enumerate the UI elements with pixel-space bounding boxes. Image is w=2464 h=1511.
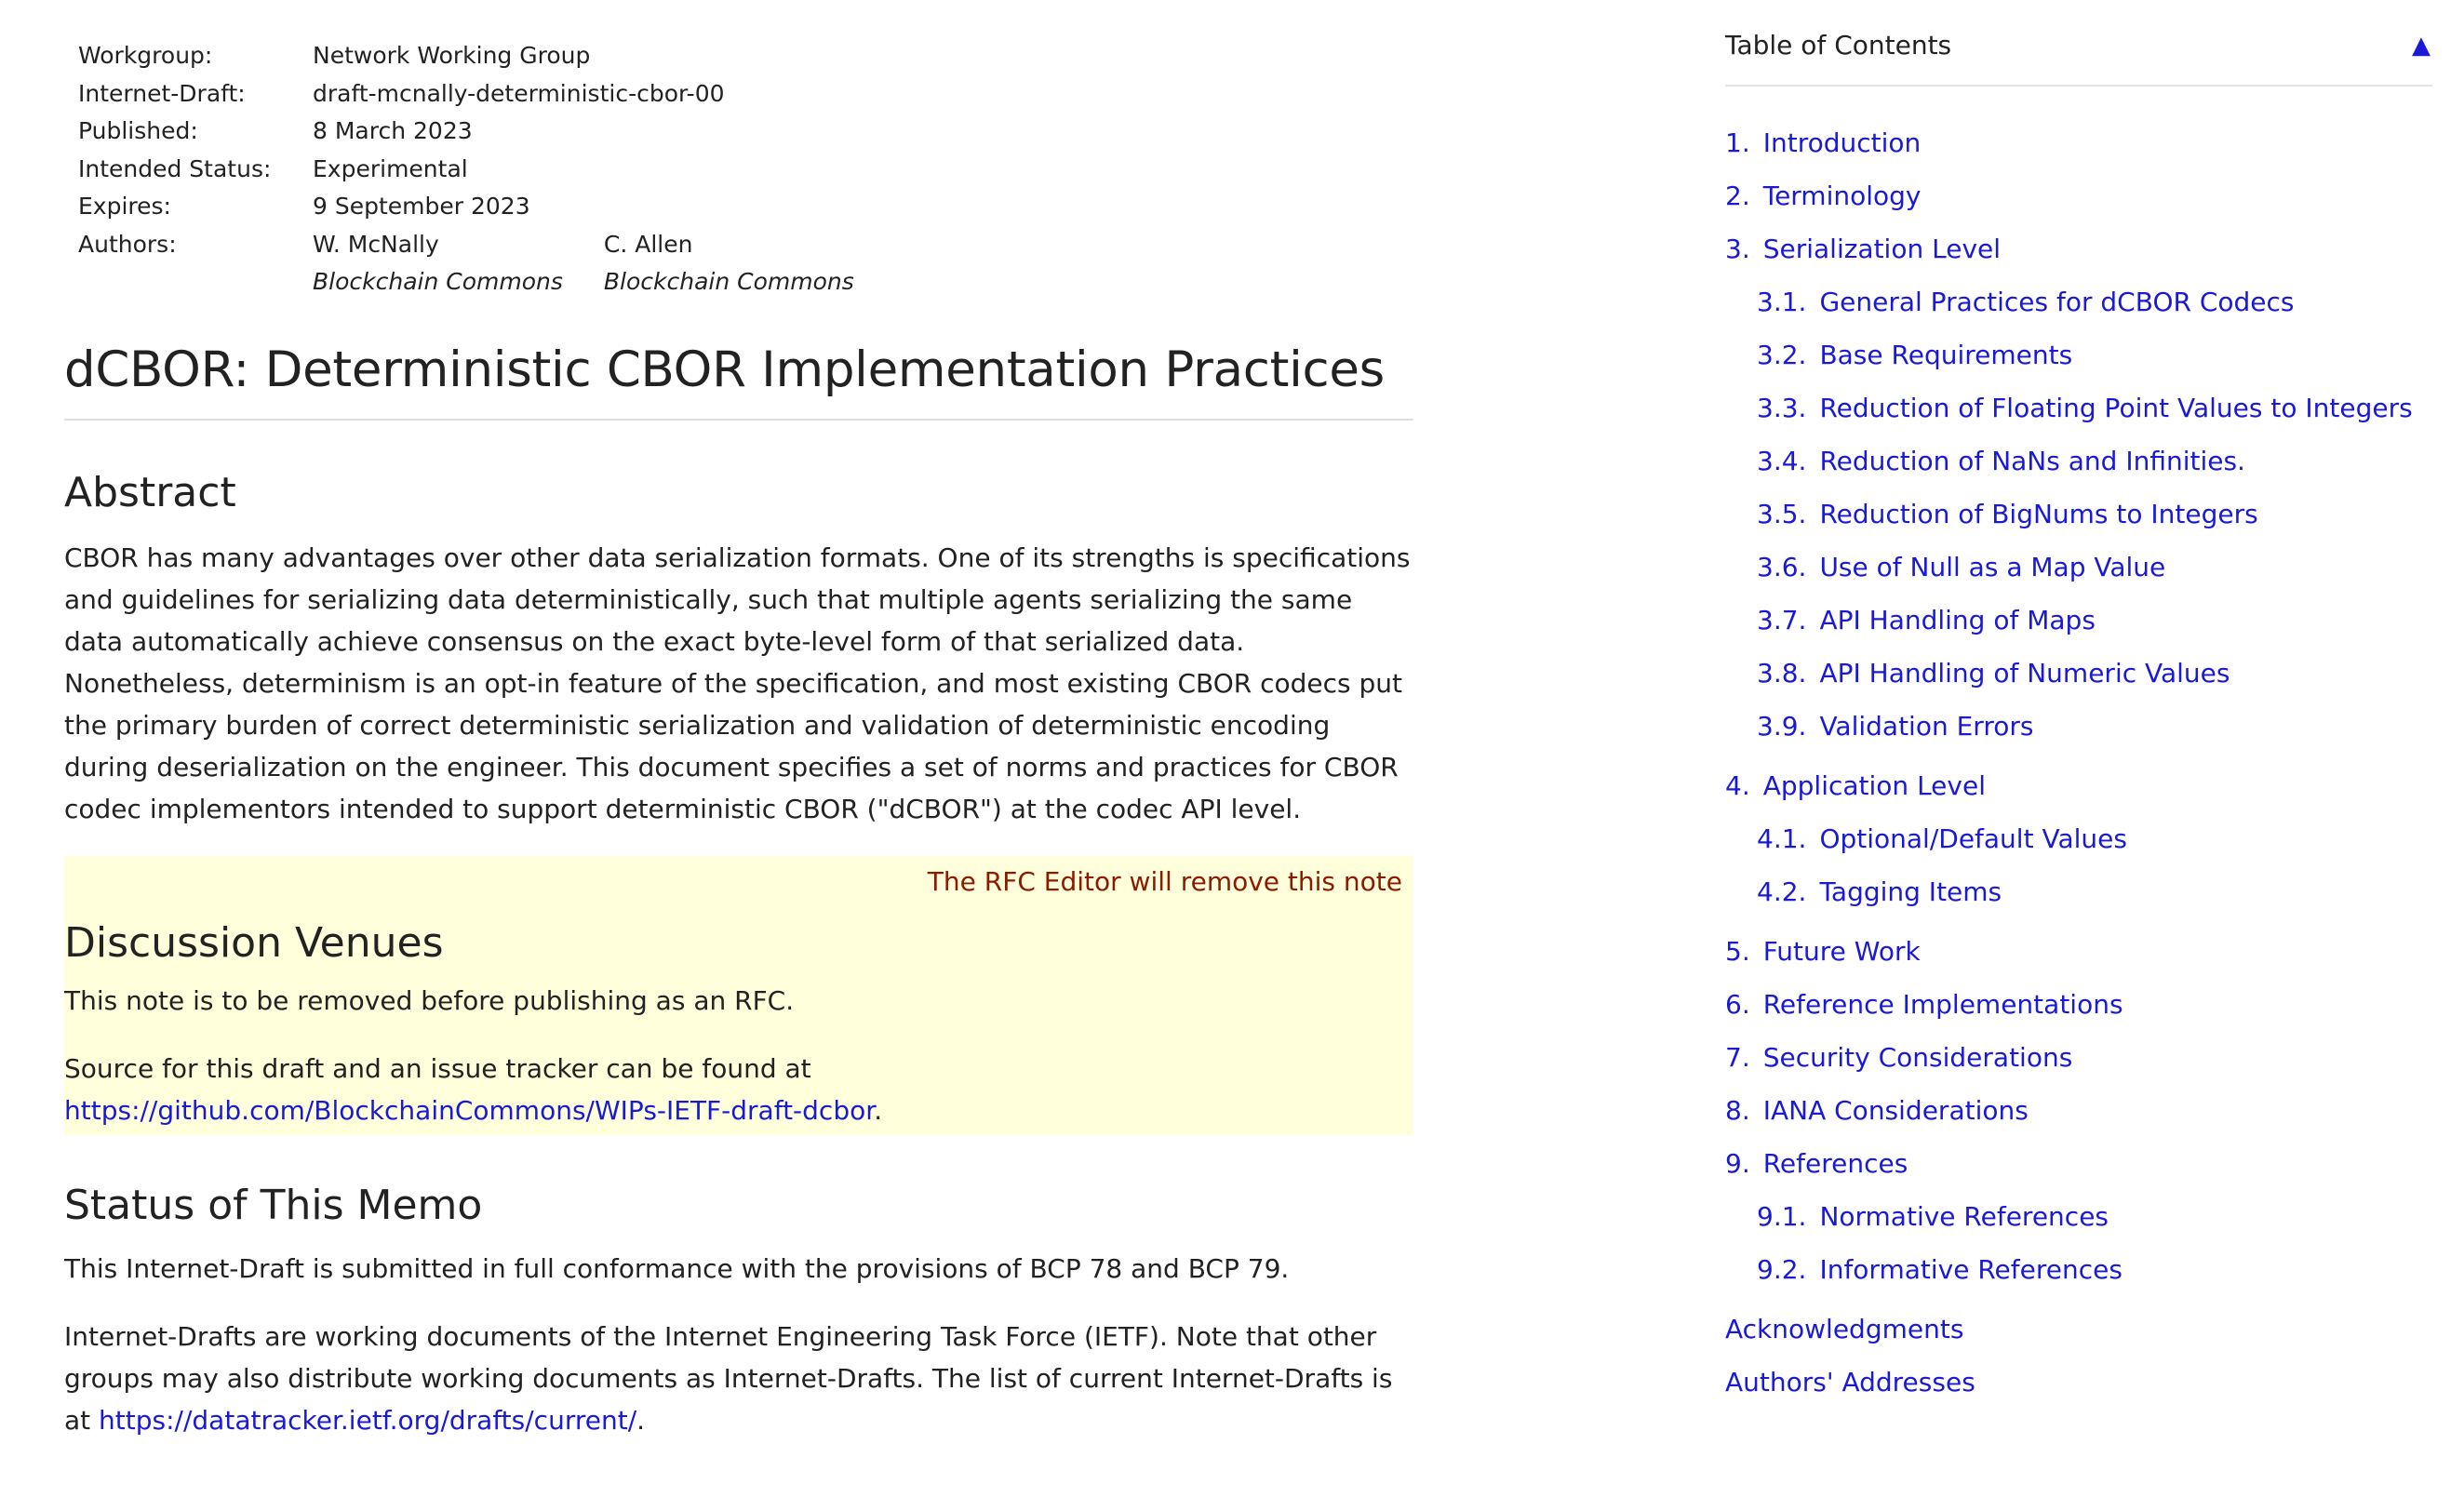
author [604, 226, 854, 301]
toc-item-number: 5. [1725, 936, 1750, 967]
toc-item-label: Use of Null as a Map Value [1819, 552, 2166, 582]
toc-item[interactable] [1725, 759, 2432, 812]
toc-item-label: API Handling of Numeric Values [1819, 658, 2230, 689]
toc-item-label: Tagging Items [1819, 876, 2002, 907]
toc-item-number: 4.1. [1757, 823, 1807, 854]
toc-item-number: 1. [1725, 127, 1750, 158]
toc-item[interactable] [1725, 275, 2432, 328]
toc-item[interactable] [1725, 865, 2432, 918]
toc-item-label: Validation Errors [1819, 711, 2034, 742]
note-source-text: Source for this draft and an issue tracker can be found at [64, 1052, 811, 1084]
toc-item[interactable] [1725, 1084, 2432, 1137]
toc-item-label: References [1762, 1148, 1908, 1179]
toc-item-label: Reference Implementations [1762, 989, 2123, 1020]
toc-item-label: Future Work [1762, 936, 1921, 967]
toc-item-number: 3.7. [1757, 605, 1807, 635]
toc-item[interactable] [1725, 541, 2432, 594]
toc-item-number: 4. [1725, 770, 1750, 801]
toc-item-number: 4.2. [1757, 876, 1807, 907]
draft-value: draft-mcnally-deterministic-cbor-00 [313, 79, 725, 107]
toc-item[interactable] [1725, 169, 2432, 222]
abstract-heading: Abstract [64, 468, 236, 516]
authors-label: Authors: [78, 230, 177, 258]
toc-item-number: 3.9. [1757, 711, 1807, 742]
toc-header [1725, 30, 2432, 87]
toc-item-number: 7. [1725, 1042, 1750, 1073]
toc-item[interactable] [1725, 435, 2432, 488]
toc-item-label: Reduction of NaNs and Infinities. [1819, 446, 2245, 476]
toc-item-label: Reduction of BigNums to Integers [1819, 499, 2258, 529]
toc-item-label: Application Level [1762, 770, 1986, 801]
rfc-editor-note [64, 856, 1413, 1135]
toc-item-label: Security Considerations [1762, 1042, 2073, 1073]
github-link[interactable]: https://github.com/BlockchainCommons/WIPs-IETF-draft-dcbor [64, 1094, 875, 1126]
toc-item[interactable] [1725, 1356, 2432, 1409]
toc-item-label: API Handling of Maps [1819, 605, 2096, 635]
status-value: Experimental [313, 154, 468, 182]
document-metadata [64, 37, 1413, 301]
toc-item-number: 9.2. [1757, 1254, 1807, 1285]
toc-item-label: Terminology [1762, 181, 1922, 211]
toc-item-label: Serialization Level [1762, 234, 2002, 264]
status-memo-heading: Status of This Memo [64, 1181, 483, 1229]
toc-item-number: 6. [1725, 989, 1750, 1020]
toc-item[interactable] [1725, 1243, 2432, 1296]
meta-row-draft [64, 75, 1413, 114]
toc-item[interactable] [1725, 1190, 2432, 1243]
toc-item[interactable] [1725, 1303, 2432, 1356]
toc-item-number: 3.1. [1757, 287, 1807, 317]
toc-item-number: 3.8. [1757, 658, 1807, 689]
toc-item-number: 3.3. [1757, 393, 1807, 423]
status-memo-paragraph-2 [64, 1316, 1413, 1441]
toc-item-number: 2. [1725, 181, 1750, 211]
status-memo-suffix: . [636, 1404, 646, 1436]
toc-title: Table of Contents [1725, 30, 1952, 60]
toc-item-label: Introduction [1762, 127, 1922, 158]
rfc-editor-notice: The RFC Editor will remove this note [927, 865, 1402, 897]
toc-item[interactable] [1725, 116, 2432, 169]
status-label: Intended Status: [78, 154, 272, 182]
toc-item[interactable] [1725, 1031, 2432, 1084]
toc-item[interactable] [1725, 222, 2432, 275]
toc-item[interactable] [1725, 978, 2432, 1031]
abstract-text: CBOR has many advantages over other data serialization formats. One of its strengths is specifications and guidelines for serializing data deterministically, such that multiple agents serializing the same data automatically achieve consensus on the exact byte-level form of that serialized data. Nonetheless, determinism is an opt-in feature of the specification, and most existing CBOR codecs put the primary burden of correct deterministic serialization and validation of deterministic encoding during deserialization on the engineer. This document specifies a set of norms and practices for CBOR codec implementors intended to support deterministic CBOR ("dCBOR") at the codec API level. [64, 542, 1411, 824]
note-source-paragraph [64, 1048, 1402, 1131]
toc-item-number: 8. [1725, 1095, 1750, 1126]
toc-item[interactable] [1725, 328, 2432, 381]
toc-item-label: General Practices for dCBOR Codecs [1819, 287, 2295, 317]
toc-item[interactable] [1725, 647, 2432, 700]
page-title: dCBOR: Deterministic CBOR Implementation Practices [64, 341, 1413, 421]
toc-item[interactable] [1725, 925, 2432, 978]
toc-item-label: Optional/Default Values [1819, 823, 2127, 854]
toc-item[interactable] [1725, 594, 2432, 647]
meta-row-authors [64, 226, 1413, 301]
expires-label: Expires: [78, 193, 171, 220]
toc-item-number: 9. [1725, 1148, 1750, 1179]
toc-item-number: 3.5. [1757, 499, 1807, 529]
published-value: 8 March 2023 [313, 117, 473, 144]
toc-item-number: 9.1. [1757, 1201, 1807, 1232]
meta-row-status [64, 151, 1413, 189]
meta-row-expires [64, 188, 1413, 226]
document-body [64, 37, 1413, 1441]
workgroup-label: Workgroup: [78, 42, 213, 69]
published-label: Published: [78, 117, 198, 144]
toc-item[interactable] [1725, 381, 2432, 435]
note-source-suffix: . [874, 1094, 883, 1126]
authors-list [313, 226, 895, 301]
status-memo-paragraph: This Internet-Draft is submitted in full conformance with the provisions of BCP 78 and BCP 79. [64, 1252, 1290, 1284]
toc-item-number: 3.2. [1757, 340, 1807, 370]
collapse-triangle-icon[interactable]: ▲ [2412, 31, 2431, 60]
author-org: Blockchain Commons [313, 268, 563, 295]
status-memo-text: Internet-Drafts are working documents of the Internet Engineering Task Force (IETF). Note that other groups may also distribute working documents as Internet-Drafts. The list of current Internet-Drafts is at [64, 1320, 1393, 1436]
author-org: Blockchain Commons [603, 268, 854, 295]
note-paragraph: This note is to be removed before publishing as an RFC. [64, 984, 795, 1016]
expires-value: 9 September 2023 [313, 193, 530, 220]
toc-item-label: Reduction of Floating Point Values to Integers [1819, 393, 2413, 423]
toc-item-number: 3.6. [1757, 552, 1807, 582]
toc-item[interactable] [1725, 488, 2432, 541]
toc-item-number: 3. [1725, 234, 1750, 264]
toc-item-label: Informative References [1819, 1254, 2123, 1285]
toc-item[interactable] [1725, 1137, 2432, 1190]
meta-row-published [64, 113, 1413, 151]
toc-item-label: Acknowledgments [1725, 1314, 1964, 1344]
draft-label: Internet-Draft: [78, 79, 246, 107]
toc-item-label: Authors' Addresses [1725, 1367, 1975, 1397]
toc-item-label: Base Requirements [1819, 340, 2073, 370]
toc-item-number: 3.4. [1757, 446, 1807, 476]
toc-list [1725, 116, 2432, 1409]
datatracker-link[interactable]: https://datatracker.ietf.org/drafts/current/ [99, 1404, 637, 1436]
toc-item-label: Normative References [1819, 1201, 2109, 1232]
discussion-venues-heading: Discussion Venues [64, 918, 444, 967]
toc-item[interactable] [1725, 812, 2432, 865]
meta-row-workgroup [64, 37, 1413, 75]
workgroup-value: Network Working Group [313, 42, 591, 69]
author-name: W. McNally [313, 230, 439, 258]
toc-item-label: IANA Considerations [1762, 1095, 2029, 1126]
author-name: C. Allen [603, 230, 693, 258]
author [313, 226, 563, 301]
table-of-contents [1725, 30, 2432, 1409]
toc-item[interactable] [1725, 700, 2432, 753]
